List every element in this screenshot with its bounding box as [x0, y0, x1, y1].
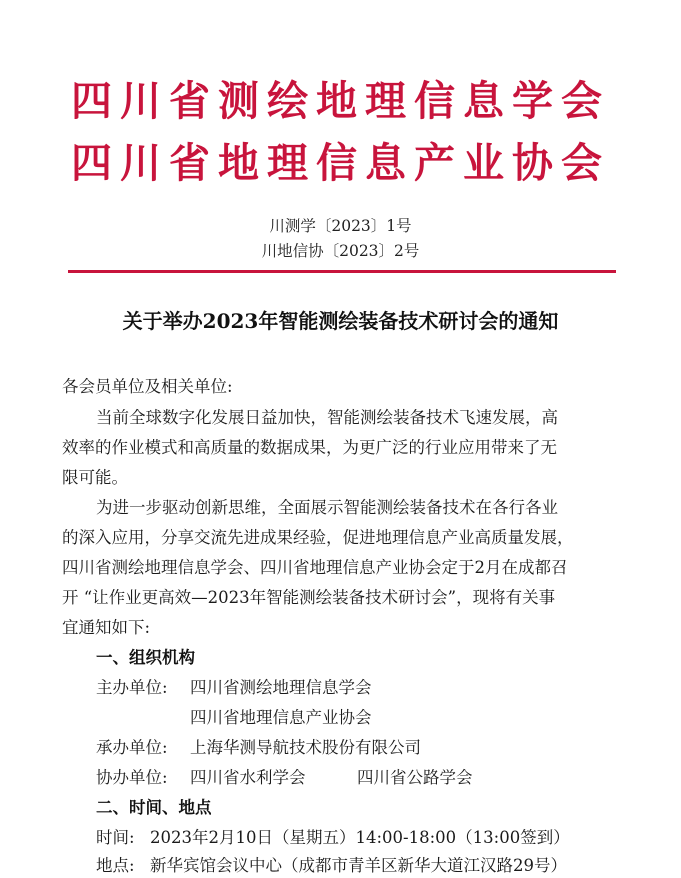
paragraph-1-line-2: 效率的作业模式和高质量的数据成果，为更广泛的行业应用带来了无: [62, 438, 557, 457]
org-name-2: 四川省地理信息产业协会: [71, 139, 610, 187]
paragraph-2-line-2: 的深入应用，分享交流先进成果经验，促进地理信息产业高质量发展，: [62, 528, 574, 547]
paragraph-1-line-3: 限可能。: [62, 468, 128, 487]
place-value: 新华宾馆会议中心（成都市青羊区新华大道江汉路29号）: [150, 856, 567, 875]
paragraph-2-line-5: 宜通知如下:: [62, 618, 151, 637]
time-value: 2023年2月10日（星期五）14:00-18:00（13:00签到）: [150, 828, 570, 847]
section-1-heading: 一、组织机构: [96, 648, 195, 667]
document-number-2: 川地信协〔2023〕2号: [261, 242, 420, 260]
section-2-heading: 二、时间、地点: [96, 798, 212, 817]
paragraph-1-line-1: 当前全球数字化发展日益加快，智能测绘装备技术飞速发展，高: [96, 408, 558, 427]
paragraph-2-line-1: 为进一步驱动创新思维，全面展示智能测绘装备技术在各行各业: [96, 498, 558, 517]
salutation: 各会员单位及相关单位:: [62, 377, 233, 396]
co-organizer-1: 四川省水利学会: [190, 768, 306, 787]
organizer: 上海华测导航技术股份有限公司: [190, 738, 421, 757]
paragraph-2-line-4: 开 “让作业更高效—2023年智能测绘装备技术研讨会”，现将有关事: [62, 588, 556, 607]
time-label: 时间:: [96, 828, 135, 847]
host-label: 主办单位:: [96, 678, 168, 697]
place-label: 地点:: [96, 856, 135, 875]
co-organizer-label: 协办单位:: [96, 768, 168, 787]
co-organizer-2: 四川省公路学会: [357, 768, 473, 787]
notice-title: 关于举办2023年智能测绘装备技术研讨会的通知: [122, 309, 559, 333]
paragraph-2-line-3: 四川省测绘地理信息学会、四川省地理信息产业协会定于2月在成都召: [62, 558, 568, 577]
host-1: 四川省测绘地理信息学会: [190, 678, 372, 697]
organizer-label: 承办单位:: [96, 738, 168, 757]
host-2: 四川省地理信息产业协会: [190, 708, 372, 727]
org-name-1: 四川省测绘地理信息学会: [71, 77, 610, 125]
red-divider: [68, 270, 616, 273]
document-number-1: 川测学〔2023〕1号: [269, 217, 412, 235]
